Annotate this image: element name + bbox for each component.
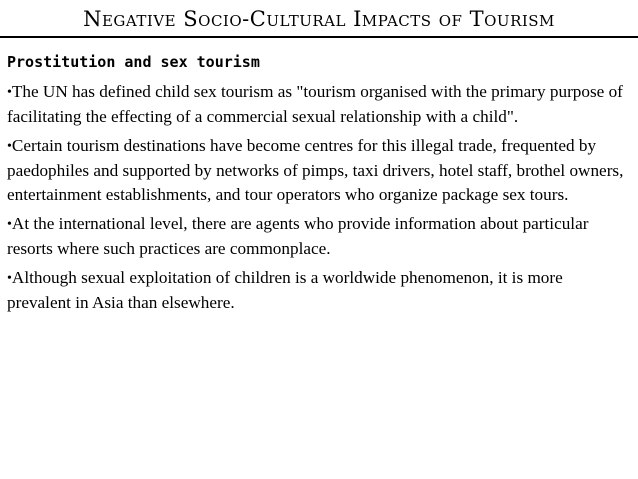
bullet-marker: • <box>7 217 12 232</box>
bullet-marker: • <box>7 139 12 154</box>
bullet-text: The UN has defined child sex tourism as "tourism organised with the primary purpose of facilitating the effecting of a commercial sexual relationship with a child". <box>7 82 623 126</box>
slide-title: Negative Socio-Cultural Impacts of Tourism <box>83 7 555 31</box>
bullet-item <box>0 266 625 315</box>
bullet-list <box>0 80 625 320</box>
bullet-text: Certain tourism destinations have become centres for this illegal trade, frequented by paedophiles and supported by networks of pimps, taxi drivers, hotel staff, brothel owners, entertainment establishments, and tour operators who organize package sex tours. <box>7 136 624 204</box>
slide-subtitle: Prostitution and sex tourism <box>7 53 260 71</box>
title-divider <box>0 36 638 38</box>
bullet-marker: • <box>7 271 12 286</box>
bullet-marker: • <box>7 85 12 100</box>
bullet-item <box>0 80 625 129</box>
bullet-text: Although sexual exploitation of children is a worldwide phenomenon, it is more prevalent in Asia than elsewhere. <box>7 268 563 312</box>
bullet-text: At the international level, there are agents who provide information about particular resorts where such practices are commonplace. <box>7 214 589 258</box>
bullet-item <box>0 212 625 261</box>
bullet-item <box>0 134 625 207</box>
